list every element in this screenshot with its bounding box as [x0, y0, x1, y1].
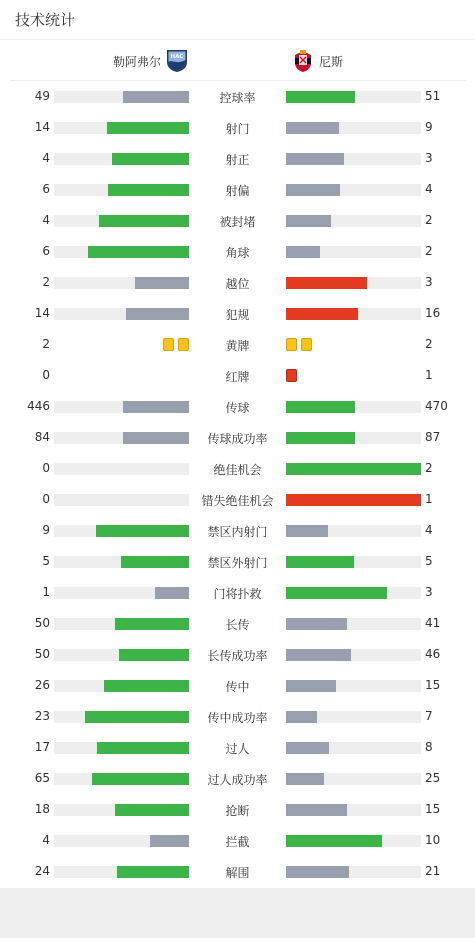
home-value: 2	[42, 337, 50, 351]
stat-label: 传中	[225, 680, 250, 694]
away-bar-fill	[286, 680, 336, 692]
yellow-card-icon	[301, 338, 312, 351]
home-bar-track	[54, 122, 189, 134]
away-bar-track	[286, 184, 421, 196]
home-bar-fill	[135, 277, 189, 289]
away-value: 3	[425, 585, 433, 599]
home-value: 18	[34, 802, 50, 816]
home-value: 17	[34, 740, 50, 754]
away-bar-track	[286, 587, 421, 599]
away-bar-fill	[286, 184, 340, 196]
away-value: 15	[425, 802, 441, 816]
away-bar-track	[286, 618, 421, 630]
home-bar-track	[54, 587, 189, 599]
away-bar-fill	[286, 246, 320, 258]
stat-row	[0, 174, 475, 205]
stat-label: 长传	[225, 618, 250, 632]
away-value: 4	[425, 523, 433, 537]
stat-row	[0, 639, 475, 670]
stat-label: 解围	[225, 866, 250, 880]
away-value: 4	[425, 182, 433, 196]
away-bar-track	[286, 277, 421, 289]
stat-label: 射门	[225, 122, 250, 136]
home-cards	[54, 369, 189, 382]
away-bar-fill	[286, 277, 367, 289]
away-bar-track	[286, 711, 421, 723]
away-bar-track	[286, 680, 421, 692]
stat-label: 禁区外射门	[207, 556, 268, 570]
home-value: 6	[42, 244, 50, 258]
home-bar-fill	[123, 401, 189, 413]
home-value: 50	[34, 647, 50, 661]
home-value: 0	[42, 492, 50, 506]
home-bar-fill	[119, 649, 189, 661]
home-team[interactable]	[113, 49, 188, 73]
stat-row	[0, 205, 475, 236]
away-bar-track	[286, 463, 421, 475]
home-bar-track	[54, 525, 189, 537]
away-team-name: 尼斯	[319, 54, 344, 69]
away-bar-fill	[286, 215, 331, 227]
stat-row	[0, 453, 475, 484]
away-value: 7	[425, 709, 433, 723]
home-bar-fill	[117, 866, 189, 878]
stat-label: 犯规	[225, 308, 250, 322]
away-value: 2	[425, 213, 433, 227]
away-value: 10	[425, 833, 441, 847]
home-bar-fill	[85, 711, 189, 723]
home-value: 84	[34, 430, 50, 444]
home-value: 6	[42, 182, 50, 196]
stat-label: 错失绝佳机会	[201, 494, 274, 508]
stat-label: 被封堵	[219, 215, 256, 229]
home-value: 4	[42, 151, 50, 165]
away-bar-track	[286, 401, 421, 413]
yellow-card-icon	[163, 338, 174, 351]
home-bar-track	[54, 711, 189, 723]
home-value: 65	[34, 771, 50, 785]
home-bar-fill	[107, 122, 189, 134]
stat-row	[0, 422, 475, 453]
away-bar-fill	[286, 153, 344, 165]
stat-row	[0, 608, 475, 639]
home-bar-fill	[104, 680, 189, 692]
away-value: 2	[425, 244, 433, 258]
away-value: 25	[425, 771, 441, 785]
away-bar-fill	[286, 525, 328, 537]
away-value: 5	[425, 554, 433, 568]
stat-row	[0, 577, 475, 608]
home-bar-track	[54, 680, 189, 692]
stat-row	[0, 515, 475, 546]
yellow-card-icon	[286, 338, 297, 351]
home-bar-fill	[112, 153, 189, 165]
stat-row	[0, 236, 475, 267]
away-bar-fill	[286, 711, 317, 723]
away-bar-track	[286, 835, 421, 847]
away-bar-fill	[286, 308, 358, 320]
stat-label: 黄牌	[225, 339, 250, 353]
stats-title: 技术统计	[15, 11, 76, 29]
away-value: 51	[425, 89, 441, 103]
home-bar-fill	[108, 184, 189, 196]
home-value: 9	[42, 523, 50, 537]
stat-label: 越位	[225, 277, 250, 291]
home-bar-fill	[123, 432, 189, 444]
red-card-icon	[286, 369, 297, 382]
stats-header	[0, 0, 475, 40]
home-bar-fill	[115, 618, 189, 630]
stat-label: 传球成功率	[207, 432, 268, 446]
away-bar-track	[286, 649, 421, 661]
stat-row	[0, 298, 475, 329]
away-value: 8	[425, 740, 433, 754]
home-bar-fill	[121, 556, 189, 568]
away-bar-fill	[286, 122, 339, 134]
stat-label: 过人成功率	[207, 773, 268, 787]
home-crest-text: HAC	[170, 54, 184, 60]
away-bar-track	[286, 432, 421, 444]
away-value: 3	[425, 275, 433, 289]
home-bar-fill	[97, 742, 189, 754]
yellow-card-icon	[178, 338, 189, 351]
home-value: 446	[27, 399, 50, 413]
away-bar-fill	[286, 401, 355, 413]
away-bar-track	[286, 494, 421, 506]
stat-label: 角球	[225, 246, 250, 260]
home-value: 24	[34, 864, 50, 878]
stat-row	[0, 670, 475, 701]
home-bar-track	[54, 494, 189, 506]
away-bar-track	[286, 525, 421, 537]
stat-label: 抢断	[225, 804, 250, 818]
stats-list	[0, 81, 475, 887]
away-value: 3	[425, 151, 433, 165]
home-value: 5	[42, 554, 50, 568]
home-value: 2	[42, 275, 50, 289]
teams-row	[10, 41, 466, 81]
home-value: 23	[34, 709, 50, 723]
away-bar-fill	[286, 618, 347, 630]
le-havre-crest-icon	[166, 49, 188, 73]
home-bar-track	[54, 277, 189, 289]
home-bar-track	[54, 401, 189, 413]
stat-row	[0, 546, 475, 577]
away-bar-fill	[286, 432, 355, 444]
away-value: 87	[425, 430, 441, 444]
away-bar-track	[286, 742, 421, 754]
home-cards	[54, 338, 189, 351]
away-bar-fill	[286, 463, 421, 475]
home-bar-fill	[115, 804, 189, 816]
home-bar-fill	[126, 308, 189, 320]
away-bar-track	[286, 153, 421, 165]
home-team-name: 勒阿弗尔	[112, 54, 161, 69]
home-bar-fill	[99, 215, 189, 227]
home-value: 4	[42, 213, 50, 227]
away-cards	[286, 369, 421, 382]
away-bar-track	[286, 246, 421, 258]
home-bar-fill	[96, 525, 189, 537]
away-team[interactable]	[292, 49, 343, 73]
home-bar-track	[54, 835, 189, 847]
away-value: 41	[425, 616, 441, 630]
away-bar-fill	[286, 556, 354, 568]
away-bar-fill	[286, 773, 324, 785]
home-value: 1	[42, 585, 50, 599]
stat-label: 门将扑救	[213, 587, 262, 601]
home-bar-track	[54, 618, 189, 630]
away-bar-fill	[286, 91, 355, 103]
stat-row	[0, 267, 475, 298]
stat-label: 传球	[225, 401, 250, 415]
stat-row	[0, 391, 475, 422]
home-bar-track	[54, 308, 189, 320]
away-cards	[286, 338, 421, 351]
home-bar-fill	[88, 246, 189, 258]
away-value: 470	[425, 399, 448, 413]
home-bar-track	[54, 556, 189, 568]
stat-row	[0, 763, 475, 794]
stat-row	[0, 112, 475, 143]
home-bar-track	[54, 866, 189, 878]
away-bar-track	[286, 308, 421, 320]
away-value: 16	[425, 306, 441, 320]
home-bar-track	[54, 153, 189, 165]
home-bar-track	[54, 432, 189, 444]
home-bar-track	[54, 804, 189, 816]
away-bar-track	[286, 773, 421, 785]
away-bar-fill	[286, 649, 351, 661]
away-value: 21	[425, 864, 441, 878]
stat-row	[0, 143, 475, 174]
home-value: 4	[42, 833, 50, 847]
stat-row	[0, 825, 475, 856]
home-value: 26	[34, 678, 50, 692]
home-value: 50	[34, 616, 50, 630]
home-bar-track	[54, 742, 189, 754]
away-bar-track	[286, 215, 421, 227]
home-value: 0	[42, 368, 50, 382]
stat-label: 长传成功率	[207, 649, 268, 663]
home-value: 14	[34, 120, 50, 134]
away-bar-fill	[286, 742, 329, 754]
stat-label: 控球率	[219, 91, 256, 105]
nice-crest-icon	[292, 49, 314, 73]
home-bar-track	[54, 246, 189, 258]
stat-label: 绝佳机会	[213, 463, 262, 477]
away-bar-fill	[286, 804, 347, 816]
away-bar-fill	[286, 835, 382, 847]
home-value: 0	[42, 461, 50, 475]
home-bar-track	[54, 215, 189, 227]
stat-label: 红牌	[225, 370, 250, 384]
home-bar-track	[54, 91, 189, 103]
stat-row	[0, 701, 475, 732]
away-bar-track	[286, 804, 421, 816]
away-bar-fill	[286, 866, 349, 878]
home-bar-fill	[92, 773, 189, 785]
stat-label: 射正	[225, 153, 250, 167]
away-bar-fill	[286, 494, 421, 506]
stat-row	[0, 81, 475, 112]
home-value: 49	[34, 89, 50, 103]
stat-row	[0, 856, 475, 887]
away-value: 1	[425, 368, 433, 382]
away-bar-track	[286, 866, 421, 878]
home-value: 14	[34, 306, 50, 320]
stat-label: 射偏	[225, 184, 250, 198]
away-bar-fill	[286, 587, 387, 599]
away-value: 2	[425, 461, 433, 475]
away-value: 15	[425, 678, 441, 692]
home-bar-track	[54, 649, 189, 661]
away-bar-track	[286, 556, 421, 568]
away-value: 46	[425, 647, 441, 661]
stat-row	[0, 794, 475, 825]
stat-row	[0, 329, 475, 360]
home-bar-fill	[123, 91, 189, 103]
stat-label: 拦截	[225, 835, 250, 849]
away-value: 2	[425, 337, 433, 351]
home-bar-track	[54, 773, 189, 785]
away-bar-track	[286, 91, 421, 103]
home-bar-track	[54, 463, 189, 475]
away-bar-track	[286, 122, 421, 134]
home-bar-fill	[150, 835, 189, 847]
home-bar-track	[54, 184, 189, 196]
stat-label: 过人	[225, 742, 250, 756]
away-value: 9	[425, 120, 433, 134]
away-value: 1	[425, 492, 433, 506]
stat-row	[0, 360, 475, 391]
stat-label: 禁区内射门	[207, 525, 268, 539]
stat-label: 传中成功率	[207, 711, 268, 725]
home-bar-fill	[155, 587, 189, 599]
stat-row	[0, 732, 475, 763]
stat-row	[0, 484, 475, 515]
